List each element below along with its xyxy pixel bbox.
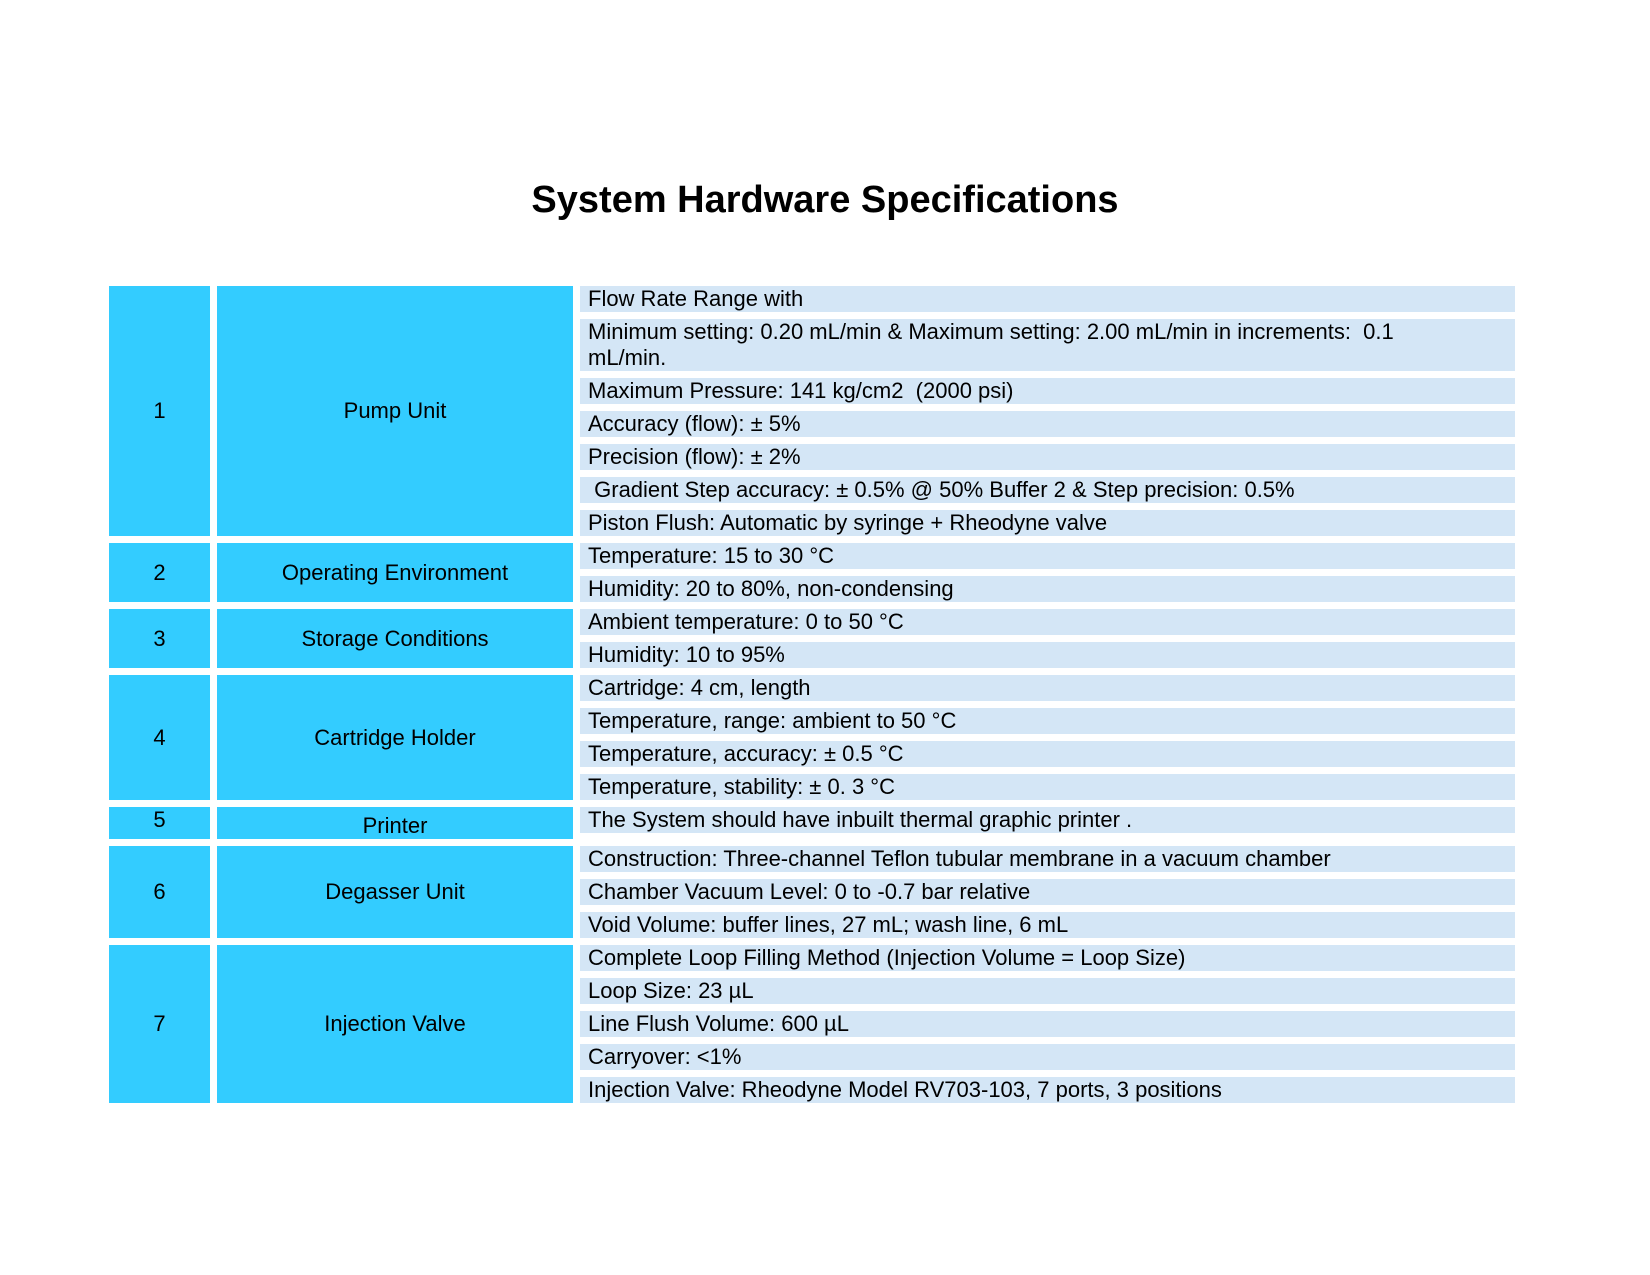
spec-name [217, 945, 573, 1103]
spec-items [580, 945, 1515, 1103]
spec-items [580, 846, 1515, 938]
spec-group-operating-environment [109, 543, 1515, 602]
spec-name-text: Cartridge Holder [314, 724, 476, 750]
page-title: System Hardware Specifications [531, 179, 1119, 221]
spec-name-text: Operating Environment [281, 559, 509, 585]
spec-item: Temperature, range: ambient to 50 °C [580, 708, 1515, 734]
spec-item: Maximum Pressure: 141 kg/cm2 (2000 psi) [580, 378, 1515, 404]
spec-item: Piston Flush: Automatic by syringe + Rheodyne valve [580, 510, 1515, 536]
spec-item: Gradient Step accuracy: ± 0.5% @ 50% Buffer 2 & Step precision: 0.5% [580, 477, 1515, 503]
spec-name-text: Printer [362, 813, 428, 838]
spec-item: Precision (flow): ± 2% [580, 444, 1515, 470]
spec-item: Flow Rate Range with [580, 286, 1515, 312]
spec-items [580, 609, 1515, 668]
spec-name [217, 609, 573, 668]
spec-item: Loop Size: 23 µL [580, 978, 1515, 1004]
spec-item: Cartridge: 4 cm, length [580, 675, 1515, 701]
spec-item: Line Flush Volume: 600 µL [580, 1011, 1515, 1037]
spec-number-text: 3 [153, 625, 166, 651]
spec-number [109, 807, 210, 839]
spec-item: Ambient temperature: 0 to 50 °C [580, 609, 1515, 635]
spec-name [217, 675, 573, 800]
spec-item: Temperature: 15 to 30 °C [580, 543, 1515, 569]
spec-name-text: Storage Conditions [301, 625, 489, 651]
spec-name [217, 846, 573, 938]
spec-name-text: Degasser Unit [325, 879, 465, 904]
spec-items [580, 675, 1515, 800]
spec-number [109, 675, 210, 800]
spec-item: Void Volume: buffer lines, 27 mL; wash line, 6 mL [580, 912, 1515, 938]
spec-number-text: 4 [153, 724, 166, 750]
spec-number [109, 543, 210, 602]
spec-item: Chamber Vacuum Level: 0 to -0.7 bar relative [580, 879, 1515, 905]
spec-name-text: Pump Unit [343, 398, 447, 423]
spec-group-storage-conditions [109, 609, 1515, 668]
spec-number-text: 1 [153, 398, 166, 423]
spec-item: Carryover: <1% [580, 1044, 1515, 1070]
spec-items [580, 807, 1515, 839]
spec-group-degasser-unit [109, 846, 1515, 938]
spec-number [109, 846, 210, 938]
spec-number-text: 2 [153, 559, 166, 585]
spec-name-text: Injection Valve [324, 1011, 466, 1036]
spec-item: Temperature, stability: ± 0. 3 °C [580, 774, 1515, 800]
spec-item: Accuracy (flow): ± 5% [580, 411, 1515, 437]
spec-item: Construction: Three-channel Teflon tubular membrane in a vacuum chamber [580, 846, 1515, 872]
spec-item: Humidity: 10 to 95% [580, 642, 1515, 668]
spec-item: Humidity: 20 to 80%, non-condensing [580, 576, 1515, 602]
spec-item: Complete Loop Filling Method (Injection Volume = Loop Size) [580, 945, 1515, 971]
spec-group-printer [109, 807, 1515, 839]
spec-number [109, 609, 210, 668]
spec-item: Minimum setting: 0.20 mL/min & Maximum setting: 2.00 mL/min in increments: 0.1 mL/min. [580, 319, 1515, 371]
spec-name [217, 807, 573, 839]
spec-number [109, 945, 210, 1103]
spec-group-injection-valve [109, 945, 1515, 1103]
spec-name [217, 543, 573, 602]
spec-number-text: 5 [153, 807, 166, 832]
spec-name [217, 286, 573, 536]
spec-group-pump-unit [109, 286, 1515, 536]
spec-item: The System should have inbuilt thermal graphic printer . [580, 807, 1515, 833]
spec-number-text: 7 [153, 1011, 166, 1036]
spec-number-text: 6 [153, 879, 166, 904]
spec-items [580, 543, 1515, 602]
spec-table [109, 286, 1515, 1103]
spec-group-cartridge-holder [109, 675, 1515, 800]
spec-number [109, 286, 210, 536]
spec-item: Temperature, accuracy: ± 0.5 °C [580, 741, 1515, 767]
spec-items [580, 286, 1515, 536]
spec-item: Injection Valve: Rheodyne Model RV703-103, 7 ports, 3 positions [580, 1077, 1515, 1103]
